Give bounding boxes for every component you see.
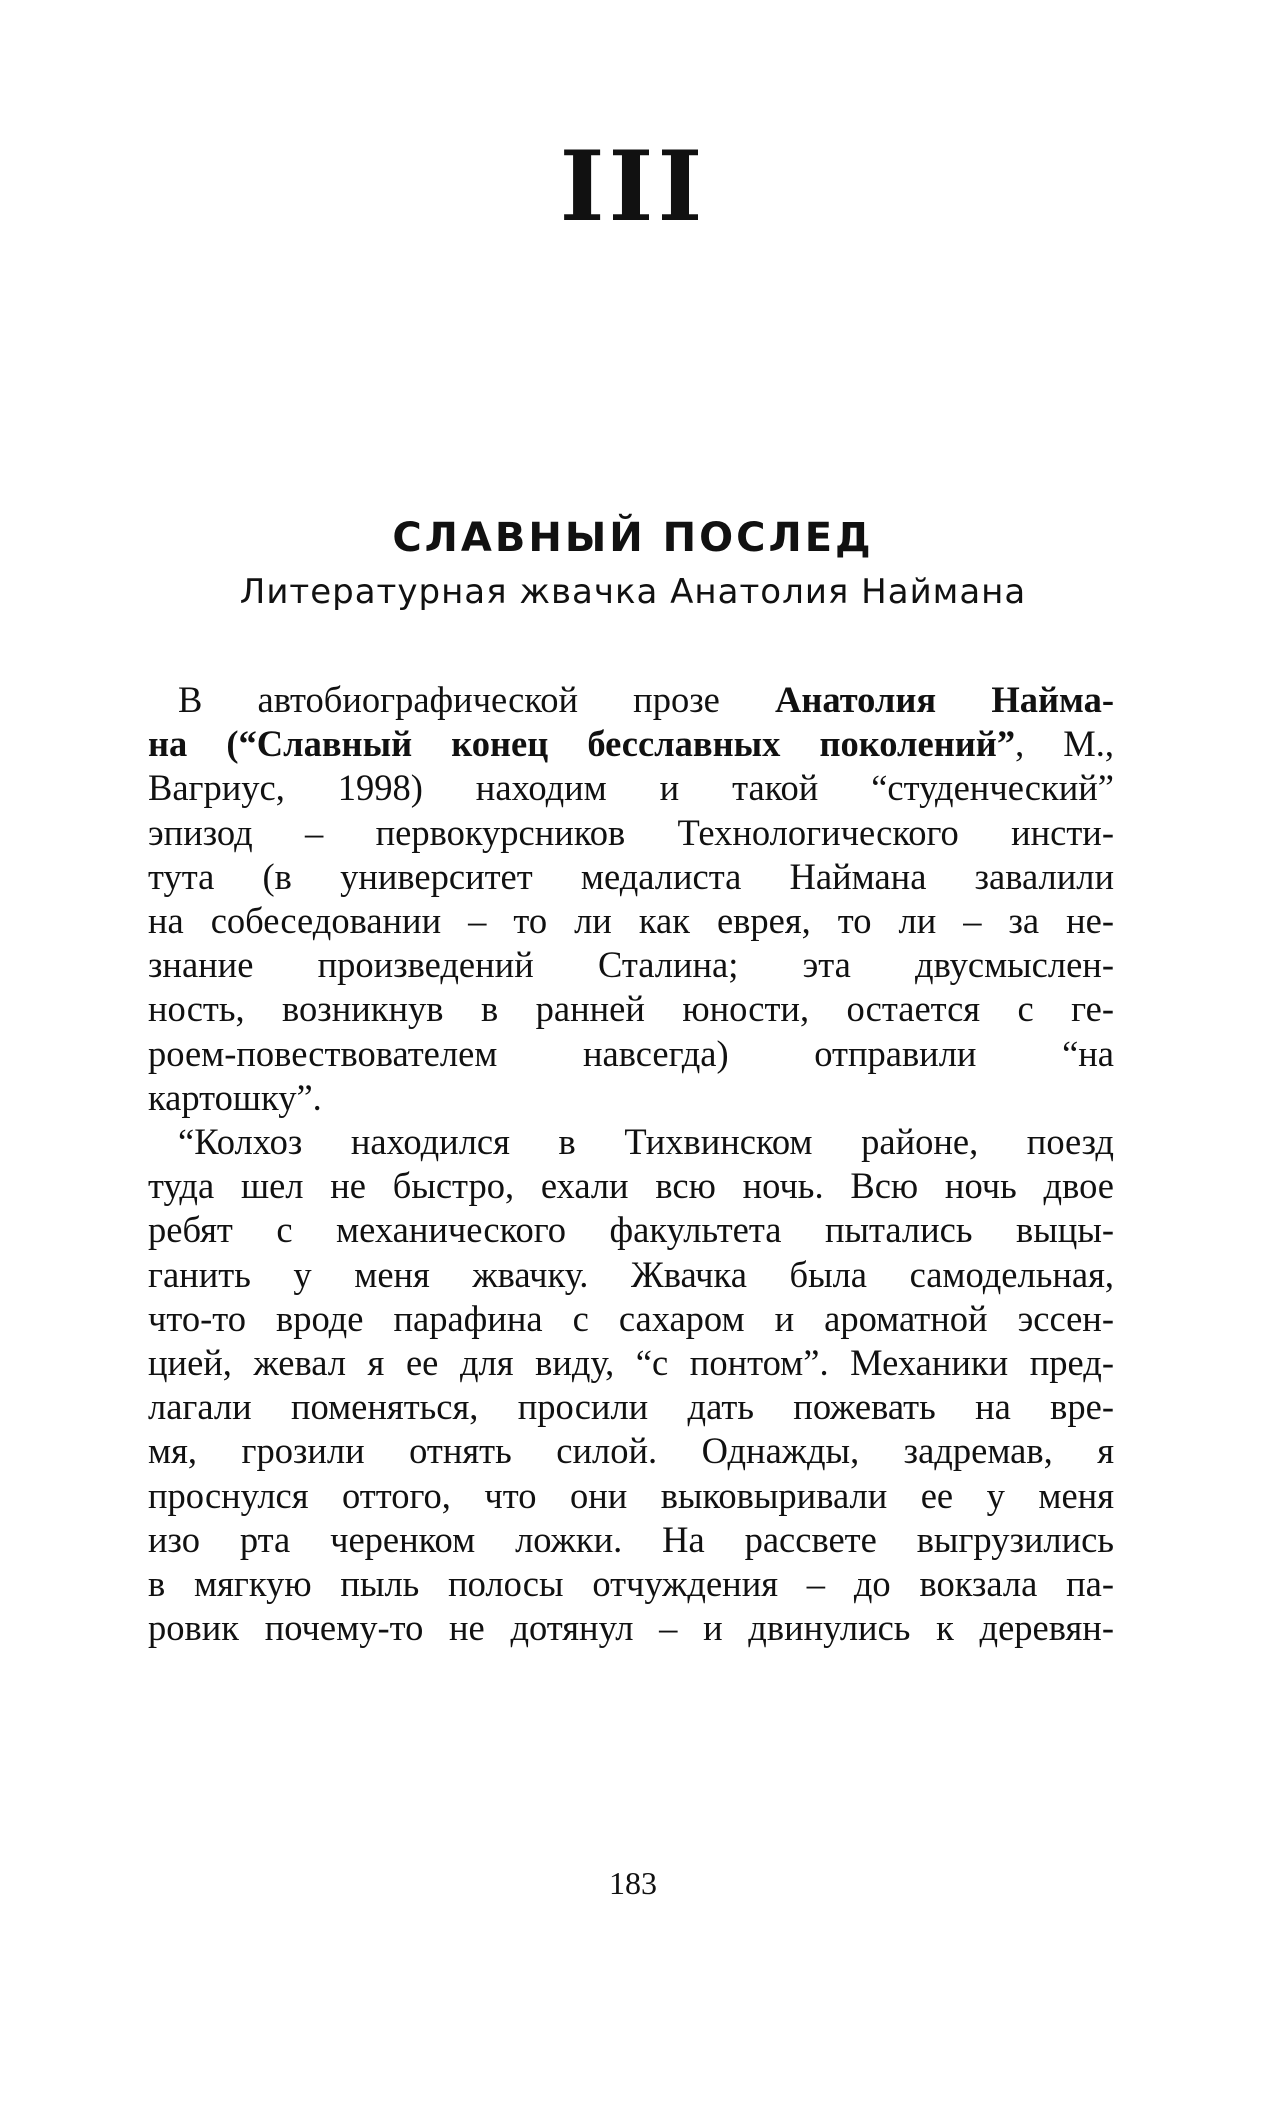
- part-number: III: [559, 130, 707, 243]
- text-line: ганить у меня жвачку. Жвачка была самодельная,: [148, 1253, 1114, 1295]
- author-name-bold: Анатолия Найма-: [775, 679, 1115, 720]
- paragraph-1: [148, 678, 1114, 1120]
- text-line: проснулся оттого, что они выковыривали ее у меня: [148, 1474, 1114, 1516]
- text-line: лагали поменяться, просили дать пожевать на вре-: [148, 1386, 1114, 1428]
- text-line: изо рта черенком ложки. На рассвете выгрузились: [148, 1518, 1114, 1560]
- text-line: ность, возникнув в ранней юности, остается с ге-: [148, 988, 1114, 1030]
- text-line: знание произведений Сталина; эта двусмыслен-: [148, 944, 1114, 986]
- paragraph-2: [148, 1120, 1114, 1650]
- page-number: 183: [609, 1865, 657, 1901]
- text-line: [148, 722, 1114, 766]
- body-text: [148, 678, 1114, 1650]
- text-run: В автобиографической прозе: [178, 679, 775, 720]
- text-line: на собеседовании – то ли как еврея, то ли – за не-: [148, 900, 1114, 942]
- chapter-subtitle: Литературная жвачка Анатолия Наймана: [239, 572, 1027, 612]
- text-line: ровик почему-то не дотянул – и двинулись к деревян-: [148, 1607, 1114, 1649]
- text-line: цией, жевал я ее для виду, “с понтом”. Механики пред-: [148, 1342, 1114, 1384]
- text-line: мя, грозили отнять силой. Однажды, задремав, я: [148, 1430, 1114, 1472]
- text-line: в мягкую пыль полосы отчуждения – до вокзала па-: [148, 1563, 1114, 1605]
- text-line: роем-повествователем навсегда) отправили “на: [148, 1032, 1114, 1074]
- text-line: эпизод – первокурсников Технологического инсти-: [148, 811, 1114, 853]
- chapter-title: СЛАВНЫЙ ПОСЛЕД: [392, 515, 874, 561]
- text-line: туда шел не быстро, ехали всю ночь. Всю ночь двое: [148, 1165, 1114, 1207]
- text-line: картошку”.: [148, 1076, 322, 1118]
- text-line: ребят с механического факультета пытались выцы-: [148, 1209, 1114, 1251]
- text-line: [148, 678, 1114, 722]
- text-line: что-то вроде парафина с сахаром и ароматной эссен-: [148, 1297, 1114, 1339]
- text-line: Вагриус, 1998) находим и такой “студенческий”: [148, 767, 1114, 809]
- text-line: тута (в университет медалиста Наймана завалили: [148, 855, 1114, 897]
- book-title-bold: на (“Славный конец бесславных поколений”: [148, 723, 1016, 765]
- text-run: , М.,: [1015, 723, 1114, 765]
- text-line: “Колхоз находился в Тихвинском районе, поезд: [178, 1121, 1114, 1163]
